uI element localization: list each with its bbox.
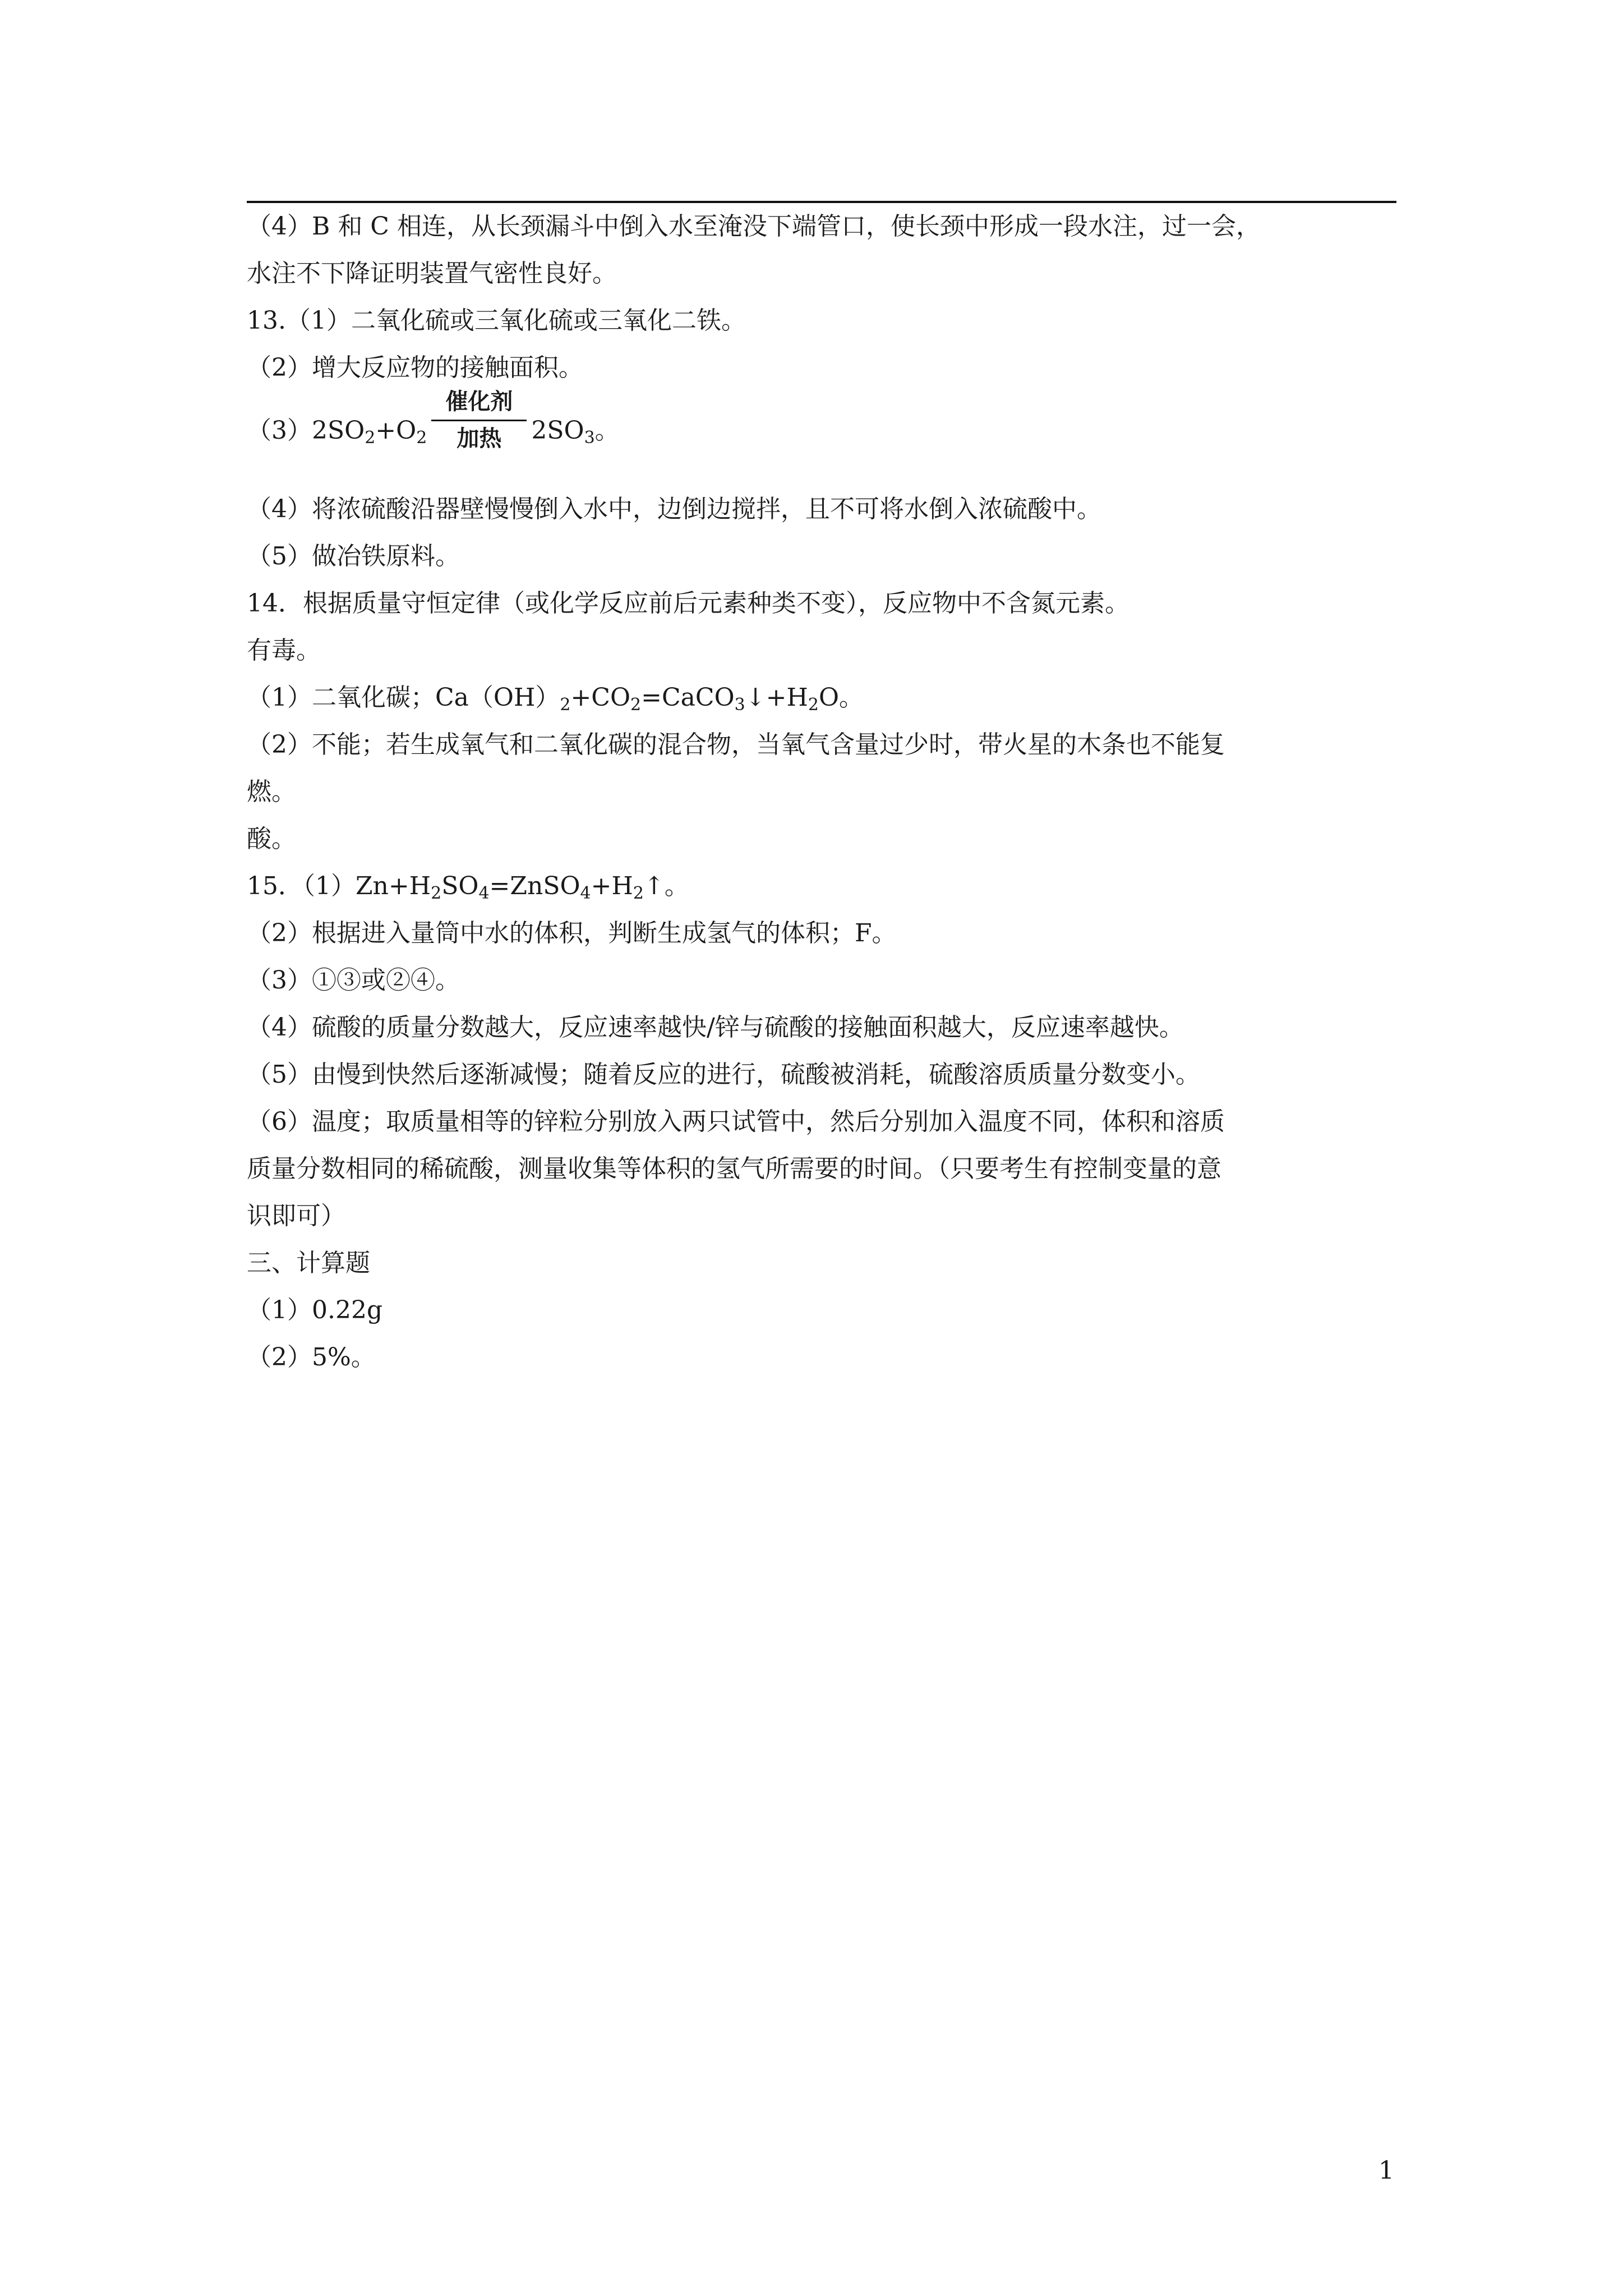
formula-part: （1）二氧化碳；Ca（OH） <box>247 683 560 712</box>
text-line: （4）将浓硫酸沿器壁慢慢倒入水中，边倒边搅拌，且不可将水倒入浓硫酸中。 <box>247 495 1101 523</box>
chemical-equation-zn <box>247 863 1402 910</box>
formula-part: ↓+H <box>745 683 808 712</box>
formula-part: =CaCO <box>641 683 735 712</box>
text-line: （6）温度；取质量相等的锌粒分别放入两只试管中，然后分别加入温度不同，体积和溶质 <box>247 1107 1225 1136</box>
text-line: 13.（1）二氧化硫或三氧化硫或三氧化二铁。 <box>247 306 746 335</box>
text-line: 有毒。 <box>247 636 321 665</box>
equation-product: 2SO <box>531 416 584 445</box>
text-line: 14．根据质量守恒定律（或化学反应前后元素种类不变），反应物中不含氮元素。 <box>247 589 1129 618</box>
subscript: 2 <box>633 884 644 903</box>
formula-part: ↑。 <box>643 872 689 900</box>
subscript: 2 <box>416 428 427 448</box>
subscript: 2 <box>431 884 442 903</box>
text-line: 识即可） <box>247 1202 345 1230</box>
text-line: （2）不能；若生成氧气和二氧化碳的混合物，当氧气含量过少时，带火星的木条也不能复 <box>247 730 1225 759</box>
text-line: （4）硫酸的质量分数越大，反应速率越快/锌与硫酸的接触面积越大，反应速率越快。 <box>247 1013 1184 1042</box>
equation-plus: +O <box>375 416 417 445</box>
text-line: （2）增大反应物的接触面积。 <box>247 353 583 382</box>
text-line: （4）B 和 C 相连，从长颈漏斗中倒入水至淹没下端管口，使长颈中形成一段水注，过一会， <box>247 212 1261 241</box>
text-line: 水注不下降证明装置气密性良好。 <box>247 259 617 288</box>
section-heading: 三、计算题 <box>247 1249 370 1277</box>
reaction-bar <box>431 420 527 421</box>
text-line: 酸。 <box>247 825 296 853</box>
condition-heat: 加热 <box>457 426 502 452</box>
page-number: 1 <box>1378 2156 1394 2185</box>
formula-part: O。 <box>818 683 864 712</box>
text-line: （3）①③或②④。 <box>247 966 460 995</box>
subscript: 4 <box>580 884 591 903</box>
subscript: 3 <box>734 695 745 715</box>
text-line: 质量分数相同的稀硫酸，测量收集等体积的氢气所需要的时间。（只要考生有控制变量的意 <box>247 1154 1221 1183</box>
subscript: 2 <box>365 428 376 448</box>
formula-part: 15．（1）Zn+H <box>247 872 431 900</box>
formula-part: SO <box>441 872 479 900</box>
text-line: 燃。 <box>247 777 296 806</box>
subscript: 3 <box>584 428 595 448</box>
text-line: （1）0.22g <box>247 1296 383 1324</box>
text-line: （5）由慢到快然后逐渐减慢；随着反应的进行，硫酸被消耗，硫酸溶质质量分数变小。 <box>247 1060 1200 1089</box>
text-line: （2）根据进入量筒中水的体积，判断生成氢气的体积；F。 <box>247 919 897 947</box>
equation-prefix: （3）2SO <box>247 416 365 445</box>
reaction-condition <box>431 389 527 452</box>
subscript: 2 <box>808 695 819 715</box>
condition-catalyst: 催化剂 <box>445 389 513 415</box>
formula-part: =ZnSO <box>489 872 580 900</box>
text-line: （5）做冶铁原料。 <box>247 542 460 570</box>
equation-end: 。 <box>594 416 620 445</box>
subscript: 2 <box>630 695 642 715</box>
subscript: 4 <box>478 884 490 903</box>
chemical-equation-so3 <box>247 389 1402 486</box>
text-line: （2）5%。 <box>247 1343 376 1372</box>
formula-part: +H <box>591 872 633 900</box>
answer-content <box>247 203 1402 1381</box>
subscript: 2 <box>560 695 571 715</box>
chemical-equation-caco3 <box>247 674 1402 721</box>
formula-part: +CO <box>570 683 631 712</box>
